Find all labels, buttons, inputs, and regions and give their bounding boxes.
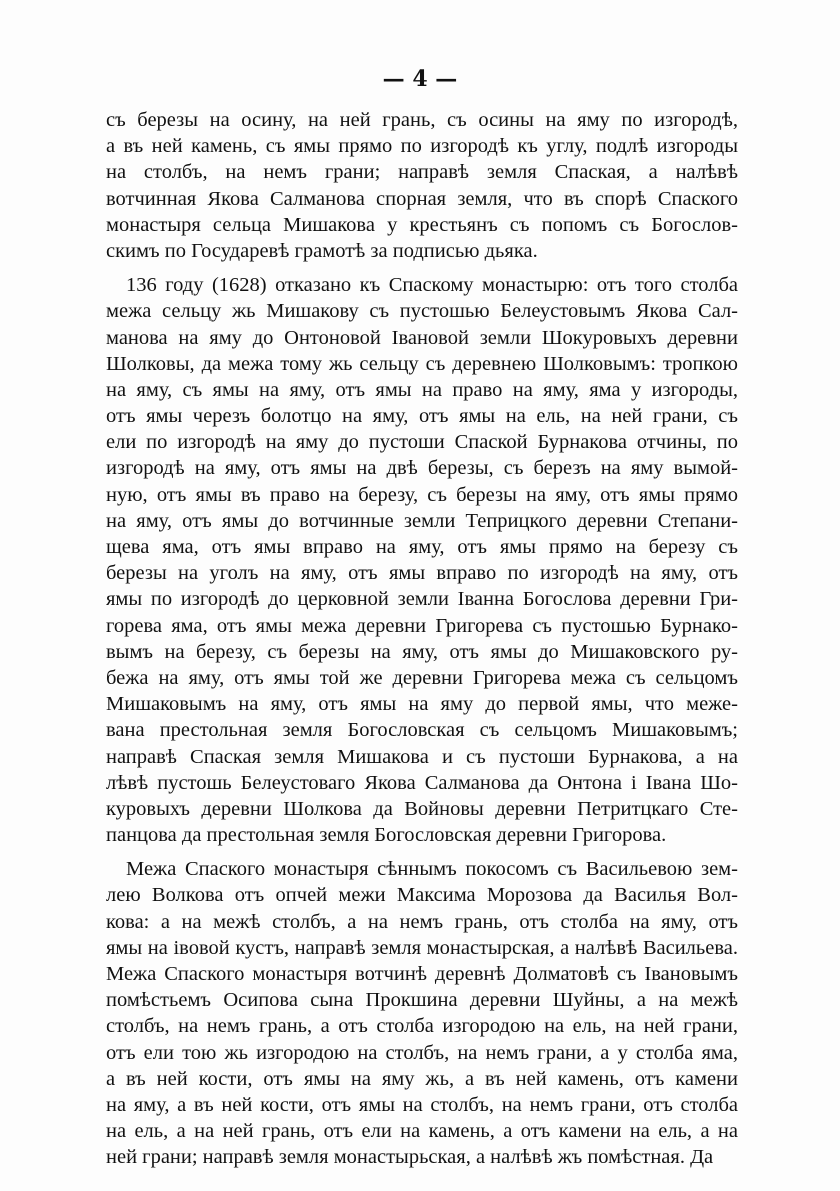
text-line: бежа на яму, отъ ямы той же деревни Григорева межа съ сельцомъ: [106, 666, 738, 689]
text-line: Межа Спаского монастыря сѣннымъ покосомъ съ Васильевою зем-: [126, 858, 738, 881]
text-line: вымъ на березу, съ березы на яму, отъ ямы до Мишаковского ру-: [106, 640, 738, 663]
text-line: ямы на івовой кустъ, направѣ земля монастырская, а налѣвѣ Васильева.: [106, 936, 738, 959]
text-line: лѣвѣ пустошь Белеустоваго Якова Салманова да Онтона і Івана Шо-: [106, 771, 738, 794]
text-line: панцова да престольная земля Богословская деревни Григорова.: [106, 824, 667, 847]
page-text: [106, 107, 738, 1171]
text-line: на столбъ, на немъ грани; направѣ земля Спаская, а налѣвѣ: [106, 161, 738, 184]
text-line: межа сельцу жь Мишакову съ пустошью Белеустовымъ Якова Сал-: [106, 300, 738, 323]
text-line: помѣстьемъ Осипова сына Прокшина деревни Шуйны, а на межѣ: [106, 989, 738, 1012]
text-line: Мишаковымъ на яму, отъ ямы на яму до первой ямы, что меже-: [106, 693, 738, 716]
text-line: вана престольная земля Богословская съ сельцомъ Мишаковымъ;: [106, 719, 738, 742]
paragraph-2: [106, 272, 738, 848]
text-line: на яму, съ ямы на яму, отъ ямы на право на яму, яма у изгороды,: [106, 378, 738, 401]
text-line: съ березы на осину, на ней грань, съ осины на яму по изгородѣ,: [106, 109, 738, 131]
text-line: манова на яму до Онтоновой Івановой земли Шокуровыхъ деревни: [106, 326, 738, 349]
text-line: ели по изгородѣ на яму до пустоши Спаской Бурнакова отчины, по: [106, 431, 738, 454]
text-line: на яму, а въ ней кости, отъ ямы на столбъ, на немъ грани, отъ столба: [106, 1093, 738, 1116]
page-number: — 4 —: [382, 66, 458, 92]
paragraph-1: [106, 107, 738, 264]
text-line: направѣ Спаская земля Мишакова и съ пустоши Бурнакова, а на: [106, 745, 738, 768]
text-line: а въ ней камень, съ ямы прямо по изгородѣ къ углу, подлѣ изгороды: [106, 135, 738, 158]
text-line: 136 году (1628) отказано къ Спаскому монастырю: отъ того столба: [126, 274, 738, 297]
text-line: ней грани; направѣ земля монастырьская, а налѣвѣ жъ помѣстная. Да: [106, 1146, 714, 1169]
text-line: ную, отъ ямы въ право на березу, съ березы на яму, отъ ямы прямо: [106, 483, 738, 506]
text-line: вотчинная Якова Салманова спорная земля, что въ спорѣ Спаского: [106, 187, 738, 210]
text-line: куровыхъ деревни Шолкова да Войновы деревни Петритцкаго Сте-: [106, 797, 738, 820]
text-line: на яму, отъ ямы до вотчинные земли Теприцкого деревни Степани-: [106, 509, 738, 532]
text-line: на ель, а на ней грань, отъ ели на камень, а отъ камени на ель, а на: [106, 1120, 738, 1143]
text-line: березы на уголъ на яму, отъ ямы вправо по изгородѣ на яму, отъ: [106, 562, 738, 585]
text-line: скимъ по Государевѣ грамотѣ за подписью дьяка.: [106, 239, 538, 262]
text-line: ямы по изгородѣ до церковной земли Іванна Богослова деревни Гри-: [106, 588, 738, 611]
text-line: щева яма, отъ ямы вправо на яму, отъ ямы прямо на березу съ: [106, 536, 738, 558]
text-line: кова: а на межѣ столбъ, а на немъ грань, отъ столба на яму, отъ: [106, 910, 738, 933]
paragraph-3: [106, 856, 738, 1170]
text-line: изгородѣ на яму, отъ ямы на двѣ березы, съ березъ на яму вымой-: [106, 457, 738, 480]
text-line: Межа Спаского монастыря вотчинѣ деревнѣ Долматовѣ съ Івановымъ: [106, 963, 738, 985]
text-line: Шолковы, да межа тому жь сельцу съ деревнею Шолковымъ: тропкою: [106, 352, 738, 375]
text-line: горева яма, отъ ямы межа деревни Григорева съ пустошью Бурнако-: [106, 614, 738, 637]
text-line: отъ ели тою жь изгородою на столбъ, на немъ грани, а у столба яма,: [106, 1041, 738, 1064]
text-line: лею Волкова отъ опчей межи Максима Морозова да Василья Вол-: [106, 884, 738, 907]
text-line: столбъ, на немъ грань, а отъ столба изгородою на ель, на ней грани,: [106, 1015, 738, 1038]
text-line: отъ ямы черезъ болотцо на яму, отъ ямы на ель, на ней грани, съ: [106, 405, 738, 428]
text-line: а въ ней кости, отъ ямы на яму жь, а въ ней камень, отъ камени: [106, 1067, 738, 1090]
text-line: монастыря сельца Мишакова у крестьянъ съ попомъ съ Богослов-: [106, 213, 738, 236]
